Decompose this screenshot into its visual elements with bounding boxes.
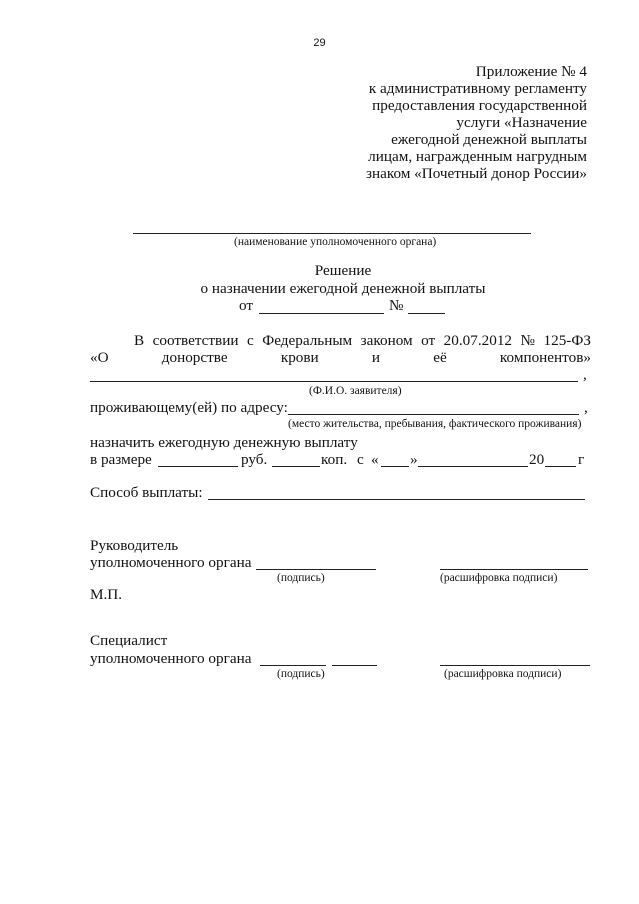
decision-date-label: от — [239, 297, 254, 314]
decision-number-field[interactable] — [408, 313, 445, 314]
quote-close: » — [410, 451, 418, 468]
head-signature-caption: (подпись) — [277, 572, 325, 584]
decision-subtitle: о назначении ежегодной денежной выплаты — [200, 280, 486, 297]
annex-header — [366, 63, 587, 182]
law-word: и — [371, 349, 381, 366]
specialist-title: Специалист — [90, 632, 168, 649]
head-decoding-caption: (расшифровка подписи) — [440, 572, 558, 584]
annex-line: предоставления государственной — [372, 97, 587, 114]
specialist-authority: уполномоченного органа — [90, 650, 252, 667]
annex-line: ежегодной денежной выплаты — [391, 131, 587, 148]
annex-line: к административному регламенту — [368, 80, 587, 97]
year-suffix: г — [578, 451, 585, 468]
payment-method-label: Способ выплаты: — [90, 484, 203, 501]
law-word: крови — [280, 349, 319, 366]
head-signature-field[interactable] — [256, 569, 376, 570]
kop-label: коп. — [321, 451, 348, 468]
address-caption: (место жительства, пребывания, фактического проживания) — [288, 418, 582, 430]
applicant-name-field[interactable] — [90, 381, 578, 382]
specialist-signature-field-2[interactable] — [332, 665, 377, 666]
fio-caption: (Ф.И.О. заявителя) — [309, 385, 402, 397]
law-line — [90, 349, 591, 367]
specialist-decoding-caption: (расшифровка подписи) — [444, 668, 562, 680]
intro-word: с — [246, 332, 254, 349]
rub-label: руб. — [241, 451, 268, 468]
month-field[interactable] — [418, 466, 528, 467]
head-title: Руководитель — [90, 537, 179, 554]
intro-word: 125-ФЗ — [543, 332, 591, 349]
authority-name-field[interactable] — [133, 233, 531, 234]
quote-open: « — [371, 451, 379, 468]
address-field[interactable] — [288, 414, 579, 415]
day-field[interactable] — [381, 466, 409, 467]
page-number: 29 — [313, 37, 326, 49]
amount-kop-field[interactable] — [272, 466, 320, 467]
payment-method-field[interactable] — [208, 499, 585, 500]
assign-text: назначить ежегодную денежную выплату — [90, 434, 358, 451]
specialist-signature-caption: (подпись) — [277, 668, 325, 680]
address-comma: , — [584, 399, 588, 416]
fio-comma: , — [583, 366, 587, 383]
annex-line: Приложение № 4 — [475, 63, 587, 80]
intro-word: соответствии — [152, 332, 239, 349]
law-word: компонентов» — [499, 349, 591, 366]
intro-word: Федеральным — [262, 332, 353, 349]
intro-word: В — [134, 332, 145, 349]
specialist-decoding-field[interactable] — [440, 665, 590, 666]
authority-caption: (наименование уполномоченного органа) — [234, 236, 437, 248]
decision-date-field[interactable] — [259, 313, 384, 314]
annex-line: знаком «Почетный донор России» — [365, 165, 587, 182]
stamp-label: М.П. — [90, 586, 123, 603]
decision-number-sign: № — [389, 297, 404, 314]
law-word: донорстве — [161, 349, 228, 366]
year-prefix: 20 — [529, 451, 545, 468]
head-authority: уполномоченного органа — [90, 554, 252, 571]
annex-line: услуги «Назначение — [456, 114, 587, 131]
specialist-signature-field-1[interactable] — [260, 665, 326, 666]
law-word: её — [433, 349, 447, 366]
decision-title: Решение — [314, 262, 372, 279]
from-s-label: с — [357, 451, 364, 468]
head-decoding-field[interactable] — [440, 569, 588, 570]
intro-word: от — [421, 332, 436, 349]
intro-line — [134, 332, 591, 350]
year-field[interactable] — [545, 466, 576, 467]
intro-word: законом — [360, 332, 413, 349]
amount-label: в размере — [90, 451, 152, 468]
intro-word: № — [520, 332, 536, 349]
annex-line: лицам, награжденным нагрудным — [368, 148, 587, 165]
intro-word: 20.07.2012 — [443, 332, 513, 349]
amount-rub-field[interactable] — [158, 466, 238, 467]
address-label: проживающему(ей) по адресу: — [90, 399, 288, 416]
law-word: «О — [90, 349, 109, 366]
